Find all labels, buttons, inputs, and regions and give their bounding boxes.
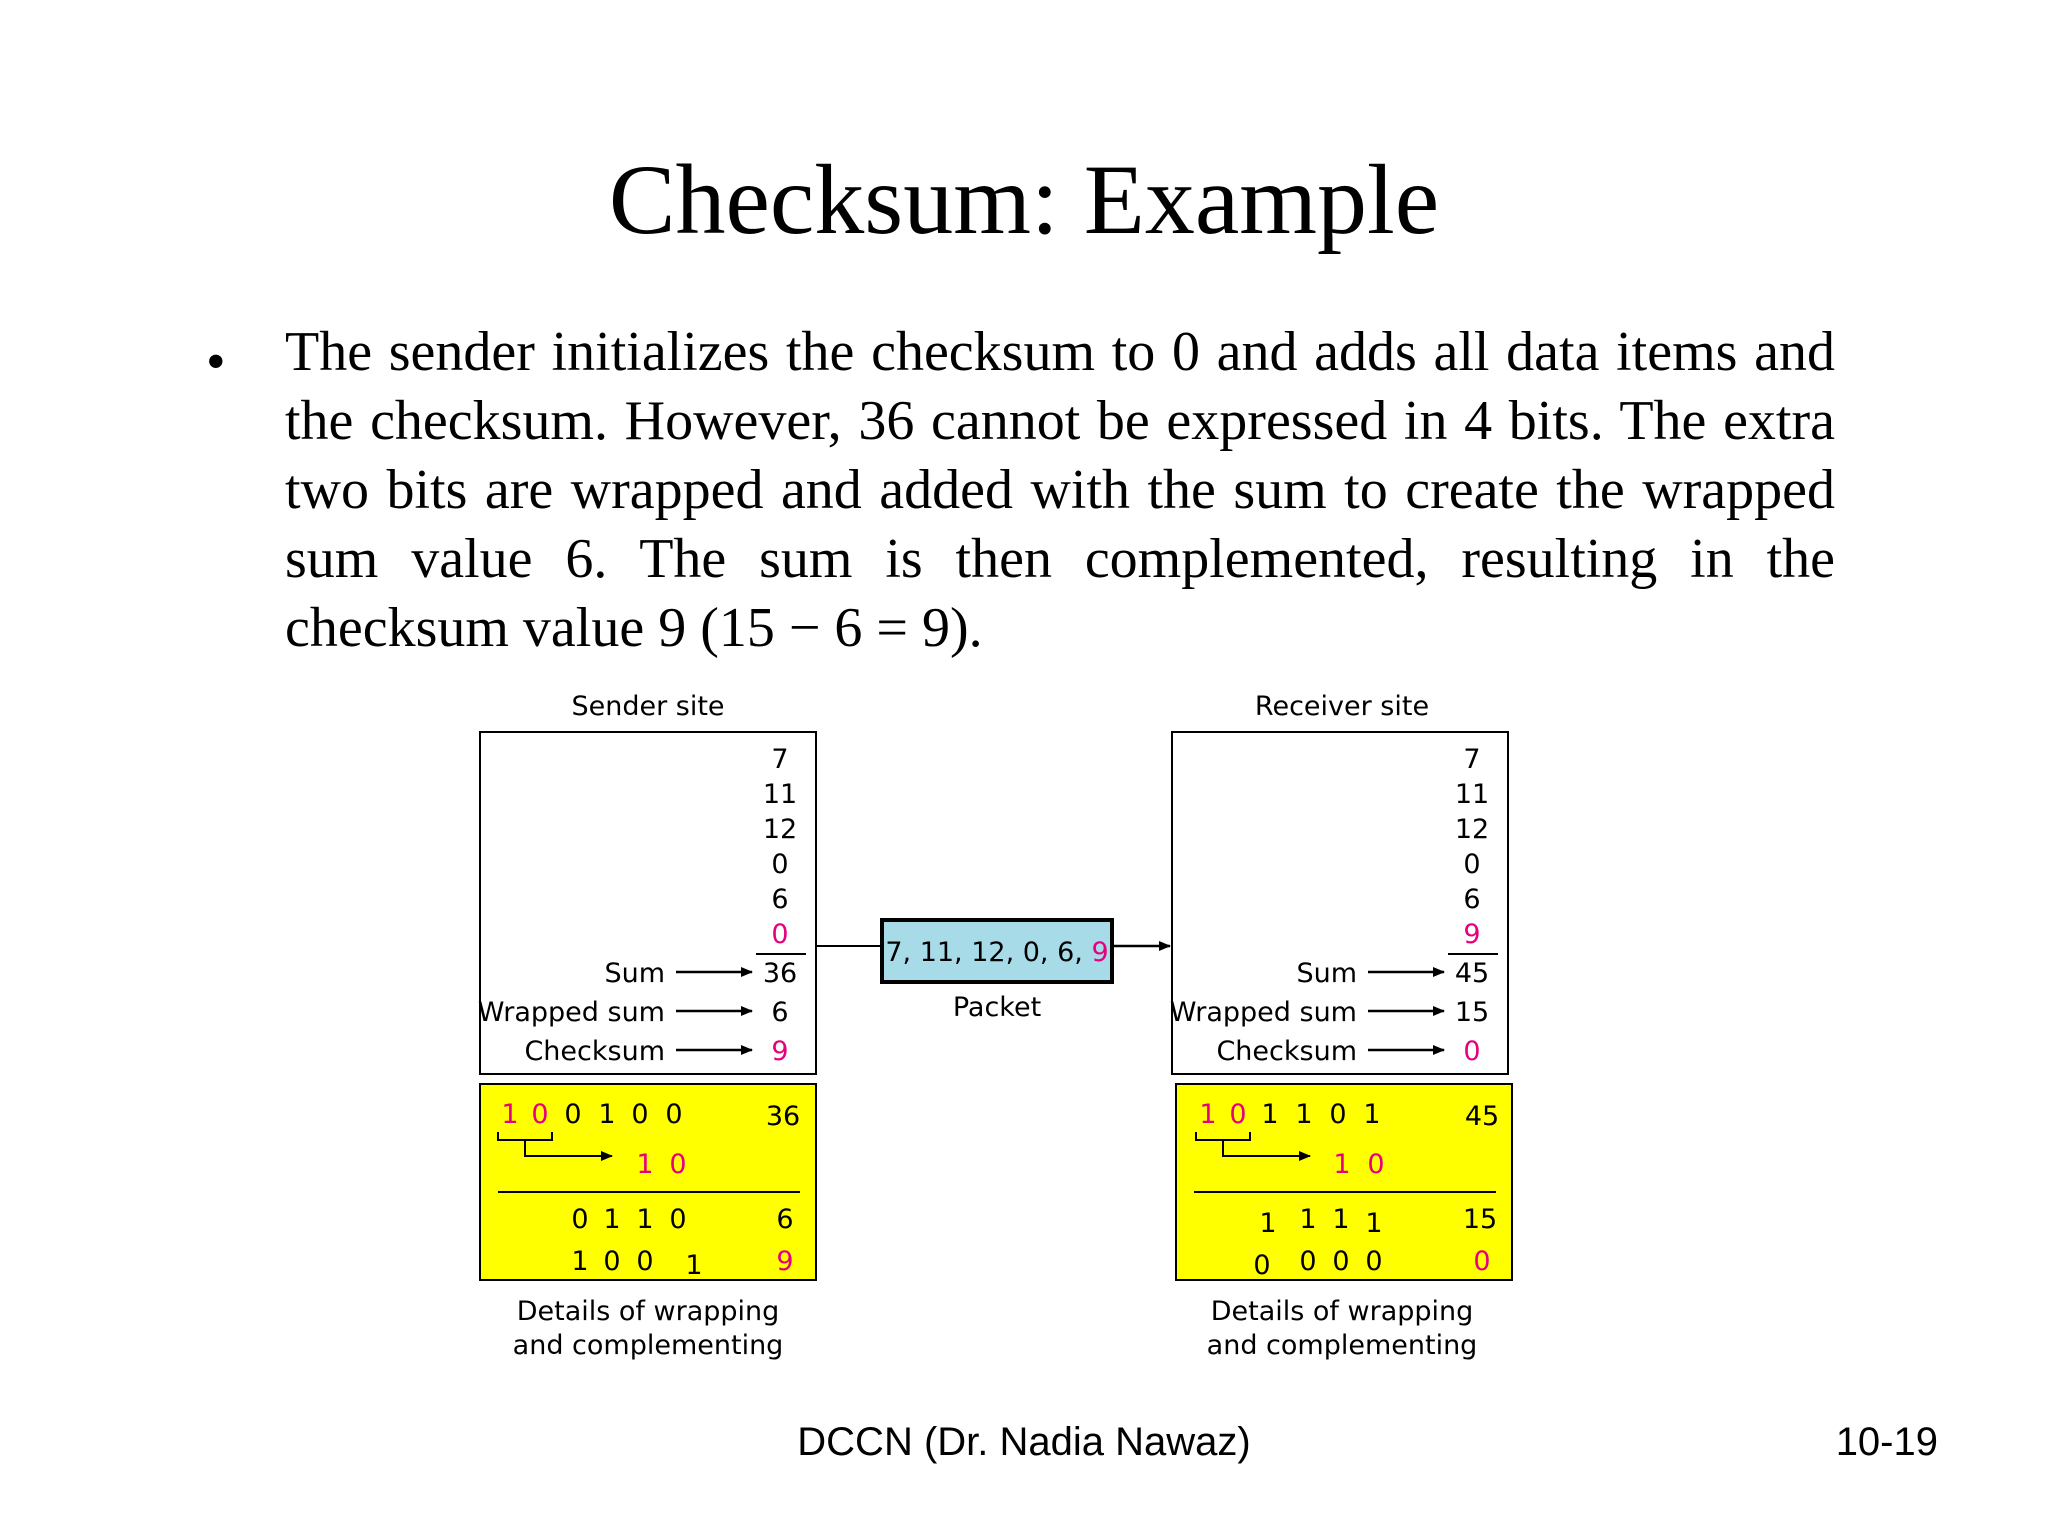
- sum-bit: 1: [636, 1204, 654, 1235]
- sender-wrapped: 6: [771, 997, 789, 1028]
- sender-value: 11: [762, 779, 798, 810]
- sender-value: 7: [771, 744, 789, 775]
- receiver-value: 0: [1463, 849, 1481, 880]
- carry-bit: 1: [501, 1099, 519, 1130]
- comp-bit: 0: [603, 1246, 621, 1277]
- wrapped-bit: 1: [1333, 1149, 1351, 1180]
- wrapped-bit: 1: [636, 1149, 654, 1180]
- packet-values: 7, 11, 12, 0, 6,: [885, 937, 1092, 968]
- footer-author: DCCN (Dr. Nadia Nawaz): [797, 1420, 1251, 1464]
- checksum-diagram: [470, 680, 1540, 1380]
- receiver-checksum-label: Checksum: [1216, 1036, 1357, 1067]
- receiver-checksum-in: 9: [1463, 919, 1481, 950]
- slide-number: 10-19: [1835, 1420, 1938, 1464]
- sender-checksum: 9: [771, 1036, 789, 1067]
- sum-bit: 1: [1299, 1204, 1317, 1235]
- sender-value: 6: [771, 884, 789, 915]
- carry-bit: 0: [1229, 1099, 1247, 1130]
- packet-checksum: 9: [1091, 937, 1109, 968]
- sender-caption-line2: and complementing: [512, 1330, 784, 1361]
- sender-wrapped-label: Wrapped sum: [477, 997, 665, 1028]
- bullet-marker: •: [206, 331, 226, 393]
- receiver-sum: 45: [1454, 958, 1490, 989]
- comp-bit: 0: [1253, 1250, 1271, 1281]
- receiver-value: 7: [1463, 744, 1481, 775]
- receiver-wrapped: 15: [1454, 997, 1490, 1028]
- receiver-site: [1170, 691, 1512, 1361]
- sum-bit: 1: [603, 1204, 621, 1235]
- receiver-value: 6: [1463, 884, 1481, 915]
- low-bit: 1: [1363, 1099, 1381, 1130]
- packet-content: [885, 937, 1108, 968]
- sender-site: [478, 691, 816, 1361]
- sender-value: 12: [762, 814, 798, 845]
- comp-bit: 1: [685, 1250, 703, 1281]
- sum-bit: 0: [669, 1204, 687, 1235]
- receiver-sum-label: Sum: [1296, 958, 1357, 989]
- row-value: 36: [765, 1101, 801, 1132]
- receiver-value: 11: [1454, 779, 1490, 810]
- sender-sum-label: Sum: [604, 958, 665, 989]
- low-bit: 0: [665, 1099, 683, 1130]
- wrapped-bit: 0: [669, 1149, 687, 1180]
- packet: [816, 920, 1170, 1023]
- low-bit: 0: [564, 1099, 582, 1130]
- sum-bit: 0: [571, 1204, 589, 1235]
- sum-bit: 1: [1365, 1208, 1383, 1239]
- low-bit: 0: [1329, 1099, 1347, 1130]
- row-value: 0: [1473, 1246, 1491, 1277]
- receiver-caption-line1: Details of wrapping: [1210, 1296, 1474, 1327]
- carry-bit: 1: [1199, 1099, 1217, 1130]
- row-value: 6: [776, 1204, 794, 1235]
- receiver-value: 12: [1454, 814, 1490, 845]
- wrapped-bit: 0: [1367, 1149, 1385, 1180]
- row-value: 45: [1464, 1101, 1500, 1132]
- receiver-checksum: 0: [1463, 1036, 1481, 1067]
- receiver-wrapped-label: Wrapped sum: [1169, 997, 1357, 1028]
- sender-checksum-label: Checksum: [524, 1036, 665, 1067]
- receiver-caption-line2: and complementing: [1206, 1330, 1478, 1361]
- receiver-heading: Receiver site: [1254, 691, 1430, 722]
- row-value: 15: [1462, 1204, 1498, 1235]
- comp-bit: 1: [571, 1246, 589, 1277]
- sender-checksum-in: 0: [771, 919, 789, 950]
- sum-bit: 1: [1332, 1204, 1350, 1235]
- sender-caption-line1: Details of wrapping: [516, 1296, 780, 1327]
- sum-bit: 1: [1259, 1208, 1277, 1239]
- low-bit: 1: [1295, 1099, 1313, 1130]
- sender-heading: Sender site: [571, 691, 725, 722]
- bullet-paragraph: The sender initializes the checksum to 0 and adds all data items and the checksum. However, 36 cannot be expressed in 4 bits. The extra two bits are wrapped and added with the sum to create the wrapped sum value 6. The sum is then complemented, resulting in the checksum value 9 (15 − 6 = 9).: [285, 321, 1835, 659]
- comp-bit: 0: [1299, 1246, 1317, 1277]
- packet-label: Packet: [952, 992, 1042, 1023]
- comp-bit: 0: [1365, 1246, 1383, 1277]
- sender-sum: 36: [762, 958, 798, 989]
- row-value: 9: [776, 1246, 794, 1277]
- comp-bit: 0: [636, 1246, 654, 1277]
- low-bit: 1: [598, 1099, 616, 1130]
- comp-bit: 0: [1332, 1246, 1350, 1277]
- low-bit: 0: [631, 1099, 649, 1130]
- low-bit: 1: [1261, 1099, 1279, 1130]
- slide-title: Checksum: Example: [608, 144, 1440, 255]
- sender-value: 0: [771, 849, 789, 880]
- carry-bit: 0: [531, 1099, 549, 1130]
